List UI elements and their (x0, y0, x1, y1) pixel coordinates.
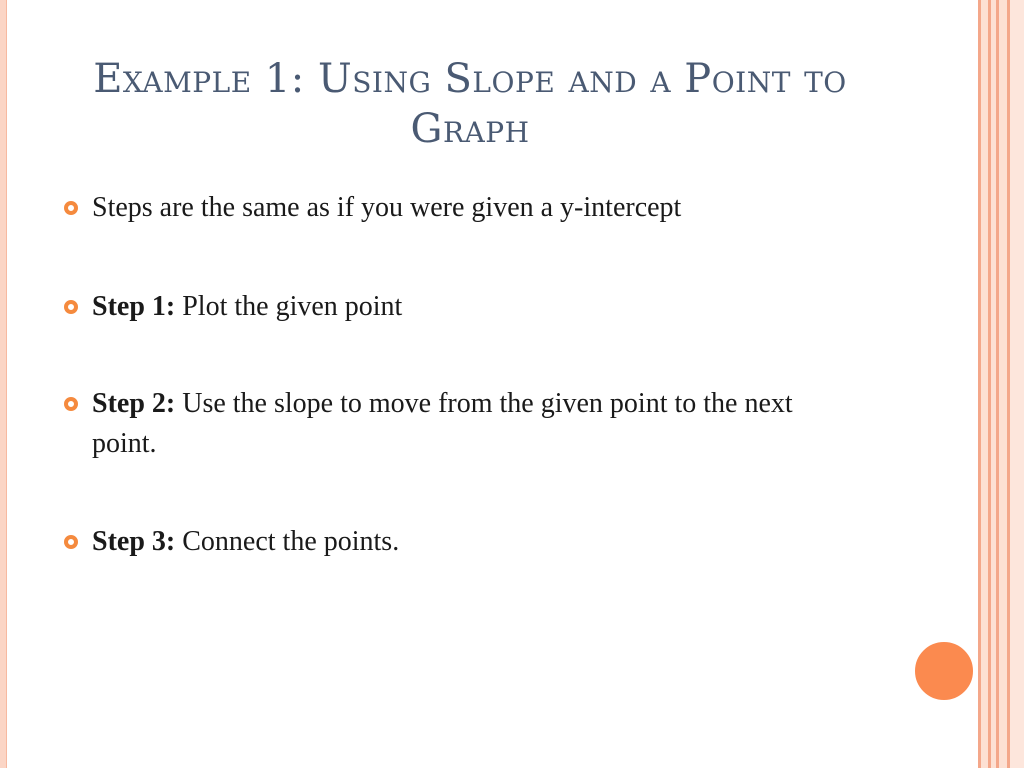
bullet-item (62, 384, 822, 464)
step-label: Step 1: (92, 291, 176, 322)
bullet-item (62, 188, 822, 228)
step-label: Step 2: (92, 388, 176, 419)
bullet-list (62, 188, 822, 562)
bullet-text: Steps are the same as if you were given a y-intercept (92, 192, 682, 223)
slide-title: Example 1: Using Slope and a Point to Graph (93, 56, 847, 152)
bullet-item (62, 287, 822, 327)
left-border-decoration (0, 0, 7, 768)
bullet-icon (64, 300, 78, 314)
right-stripes-decoration (978, 0, 1024, 768)
bullet-text: Use the slope to move from the given point to the next point. (92, 388, 793, 459)
bullet-icon (64, 397, 78, 411)
bullet-item (62, 522, 822, 562)
bullet-icon (64, 201, 78, 215)
bullet-text: Plot the given point (175, 291, 403, 322)
bullet-icon (64, 535, 78, 549)
bullet-text: Connect the points. (175, 526, 400, 557)
step-label: Step 3: (92, 526, 176, 557)
orange-circle-decoration (913, 640, 975, 702)
